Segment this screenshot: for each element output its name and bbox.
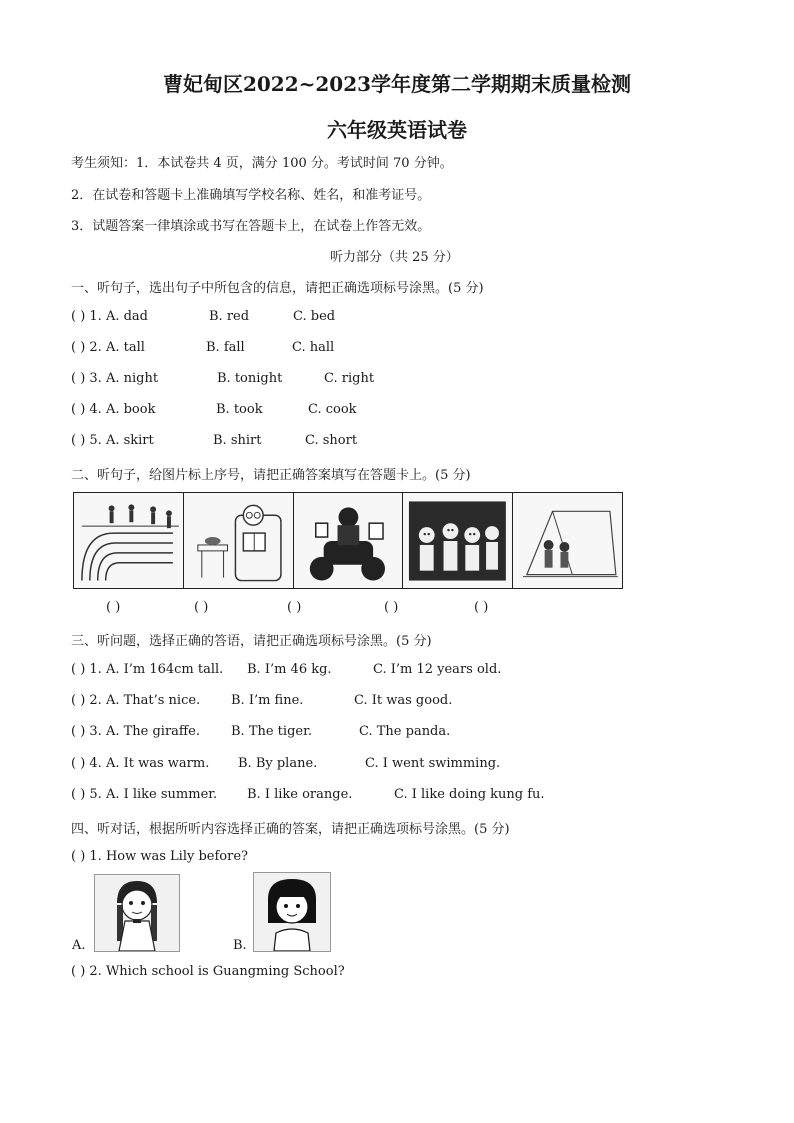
tent-drawing <box>513 493 622 588</box>
option-b: B. red <box>209 309 250 324</box>
picture-answer-blank[interactable]: ( ) <box>474 600 489 615</box>
picture-group-of-children <box>403 493 513 588</box>
option-a: ( ) 5. A. I like summer. <box>71 787 218 802</box>
option-c: C. It was good. <box>354 693 453 708</box>
section4-question-2: ( ) 2. Which school is Guangming School? <box>71 964 345 979</box>
picture-strip <box>73 492 623 589</box>
option-a: ( ) 5. A. skirt <box>71 433 154 448</box>
part-title: 听力部分（共 25 分） <box>330 250 459 265</box>
option-c: C. I’m 12 years old. <box>373 662 502 677</box>
option-a: ( ) 1. A. I’m 164cm tall. <box>71 662 224 677</box>
option-b: B. tonight <box>217 371 283 386</box>
picture-answer-blank[interactable]: ( ) <box>194 600 209 615</box>
option-b: B. The tiger. <box>231 724 313 739</box>
section4-heading: 四、听对话，根据所听内容选择正确的答案，请把正确选项标号涂黑。(5 分) <box>71 822 510 837</box>
option-c: C. hall <box>292 340 335 355</box>
option-c: C. right <box>324 371 375 386</box>
children-drawing <box>403 493 512 588</box>
girl-with-braids-drawing <box>95 875 179 951</box>
running-track-drawing <box>74 493 183 588</box>
picture-answer-blank[interactable]: ( ) <box>106 600 121 615</box>
picture-answer-blank[interactable]: ( ) <box>287 600 302 615</box>
option-c: C. I like doing kung fu. <box>394 787 545 802</box>
option-b: B. I’m 46 kg. <box>247 662 332 677</box>
option-b: B. fall <box>206 340 245 355</box>
option-a-label: A. <box>72 938 86 953</box>
option-a: ( ) 1. A. dad <box>71 309 148 324</box>
grandfather-drawing <box>184 493 293 588</box>
exam-title: 曹妃甸区2022~2023学年度第二学期期末质量检测 <box>162 72 632 96</box>
option-a: ( ) 3. A. The giraffe. <box>71 724 200 739</box>
option-b: B. I’m fine. <box>231 693 304 708</box>
note-line-1: 考生须知：1．本试卷共 4 页，满分 100 分。考试时间 70 分钟。 <box>71 156 453 171</box>
option-b: B. took <box>216 402 263 417</box>
picture-tent-camping <box>513 493 622 588</box>
note-line-3: 3．试题答案一律填涂或书写在答题卡上，在试卷上作答无效。 <box>71 219 431 234</box>
option-a: ( ) 4. A. It was warm. <box>71 756 210 771</box>
option-a: ( ) 4. A. book <box>71 402 156 417</box>
option-b-label: B. <box>233 938 247 953</box>
section1-heading: 一、听句子，选出句子中所包含的信息，请把正确选项标号涂黑。(5 分) <box>71 281 484 296</box>
section2-heading: 二、听句子，给图片标上序号，请把正确答案填写在答题卡上。(5 分) <box>71 468 471 483</box>
picture-running-track <box>74 493 184 588</box>
section4-question-1: ( ) 1. How was Lily before? <box>71 849 249 864</box>
picture-grandfather-reading <box>184 493 294 588</box>
girl-braids-picture <box>94 874 180 952</box>
option-a: ( ) 2. A. That’s nice. <box>71 693 201 708</box>
option-a: ( ) 3. A. night <box>71 371 159 386</box>
option-c: C. short <box>305 433 358 448</box>
girl-with-bob-hair-drawing <box>254 873 330 951</box>
picture-answer-blank[interactable]: ( ) <box>384 600 399 615</box>
option-b: B. I like orange. <box>247 787 353 802</box>
option-c: C. bed <box>293 309 336 324</box>
option-c: C. cook <box>308 402 357 417</box>
girl-bob-picture <box>253 872 331 952</box>
option-a: ( ) 2. A. tall <box>71 340 145 355</box>
section3-heading: 三、听问题，选择正确的答语，请把正确选项标号涂黑。(5 分) <box>71 634 432 649</box>
picture-motorbike-rider <box>294 493 404 588</box>
note-line-2: 2．在试卷和答题卡上准确填写学校名称、姓名，和准考证号。 <box>71 188 431 203</box>
option-b: B. shirt <box>213 433 262 448</box>
exam-subtitle: 六年级英语试卷 <box>327 118 467 142</box>
option-b: B. By plane. <box>238 756 318 771</box>
option-c: C. I went swimming. <box>365 756 501 771</box>
motorbike-drawing <box>294 493 403 588</box>
option-c: C. The panda. <box>359 724 451 739</box>
